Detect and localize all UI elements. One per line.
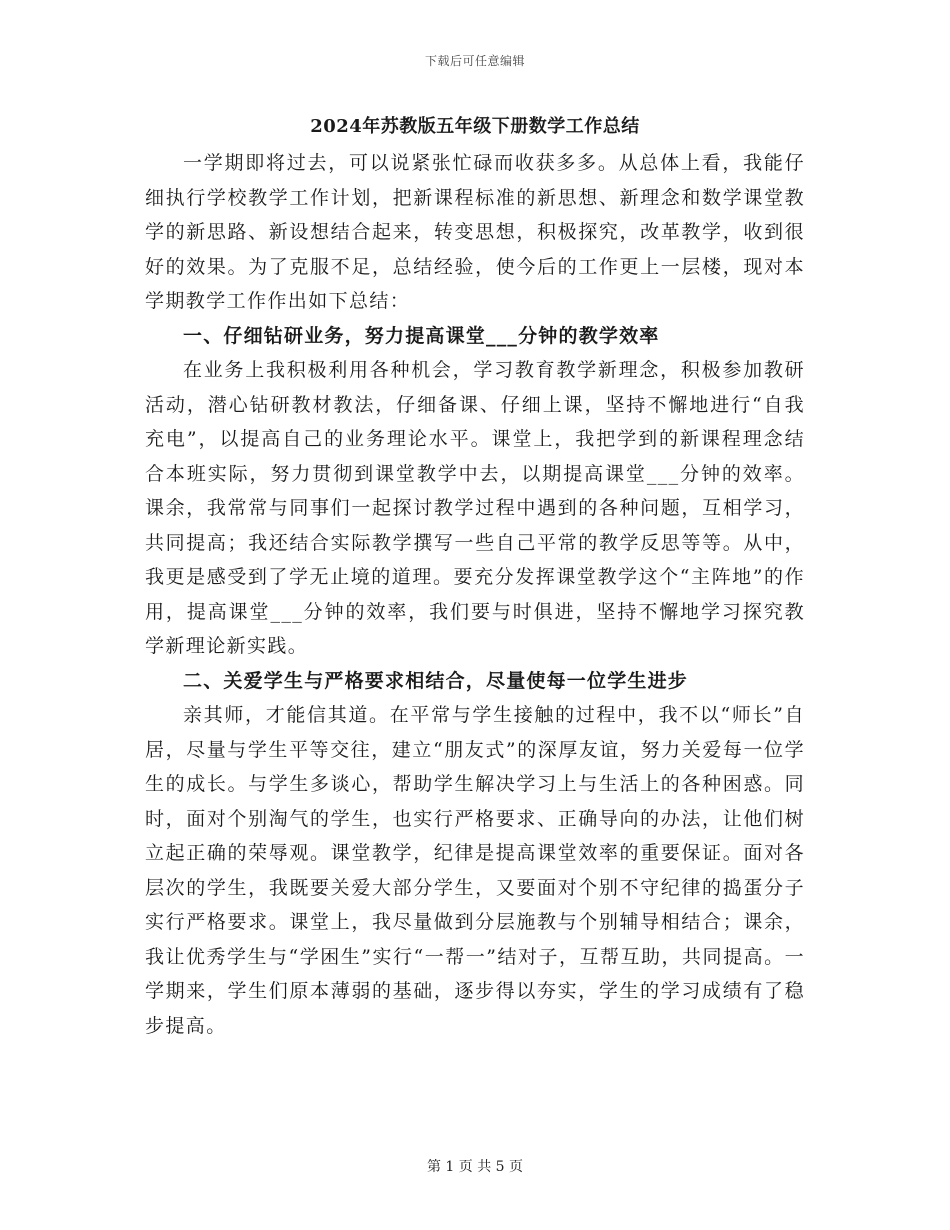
- section-body: 亲其师，才能信其道。在平常与学生接触的过程中，我不以“师长”自居，尽量与学生平等交往，建立“朋友式”的深厚友谊，努力关爱每一位学生的成长。与学生多谈心，帮助学生解决学习上与生活上的各种困惑。同时，面对个别淘气的学生，也实行严格要求、正确导向的办法，让他们树立起正确的荣辱观。课堂教学，纪律是提高课堂效率的重要保证。面对各层次的学生，我既要关爱大部分学生，又要面对个别不守纪律的捣蛋分子实行严格要求。课堂上，我尽量做到分层施教与个别辅导相结合；课余，我让优秀学生与“学困生”实行“一帮一”结对子，互帮互助，共同提高。一学期来，学生们原本薄弱的基础，逐步得以夯实，学生的学习成绩有了稳步提高。: [145, 704, 805, 1037]
- header-note: 下载后可任意编辑: [424, 54, 525, 68]
- page-number: 第 1 页 共 5 页: [426, 1159, 524, 1175]
- section-1: [145, 319, 805, 664]
- document-page: [145, 112, 805, 1043]
- section-heading: 一、仔细钻研业务，努力提高课堂___分钟的教学效率: [183, 324, 660, 347]
- section-2: [145, 664, 805, 1044]
- intro-paragraph: 一学期即将过去，可以说紧张忙碌而收获多多。从总体上看，我能仔细执行学校教学工作计划，把新课程标准的新思想、新理念和数学课堂教学的新思路、新设想结合起来，转变思想，积极探究，改革教学，收到很好的效果。为了克服不足，总结经验，使今后的工作更上一层楼，现对本学期教学工作作出如下总结：: [145, 152, 805, 312]
- section-heading: 二、关爱学生与严格要求相结合，尽量使每一位学生进步: [183, 669, 689, 692]
- document-title: 2024年苏教版五年级下册数学工作总结: [310, 116, 640, 137]
- section-body: 在业务上我积极利用各种机会，学习教育教学新理念，积极参加教研活动，潜心钻研教材教法，仔细备课、仔细上课，坚持不懈地进行“自我充电”，以提高自己的业务理论水平。课堂上，我把学到的新课程理念结合本班实际，努力贯彻到课堂教学中去，以期提高课堂___分钟的效率。课余，我常常与同事们一起探讨教学过程中遇到的各种问题，互相学习，共同提高；我还结合实际教学撰写一些自己平常的教学反思等等。从中，我更是感受到了学无止境的道理。要充分发挥课堂教学这个“主阵地”的作用，提高课堂___分钟的效率，我们要与时俱进，坚持不懈地学习探究教学新理论新实践。: [145, 359, 805, 657]
